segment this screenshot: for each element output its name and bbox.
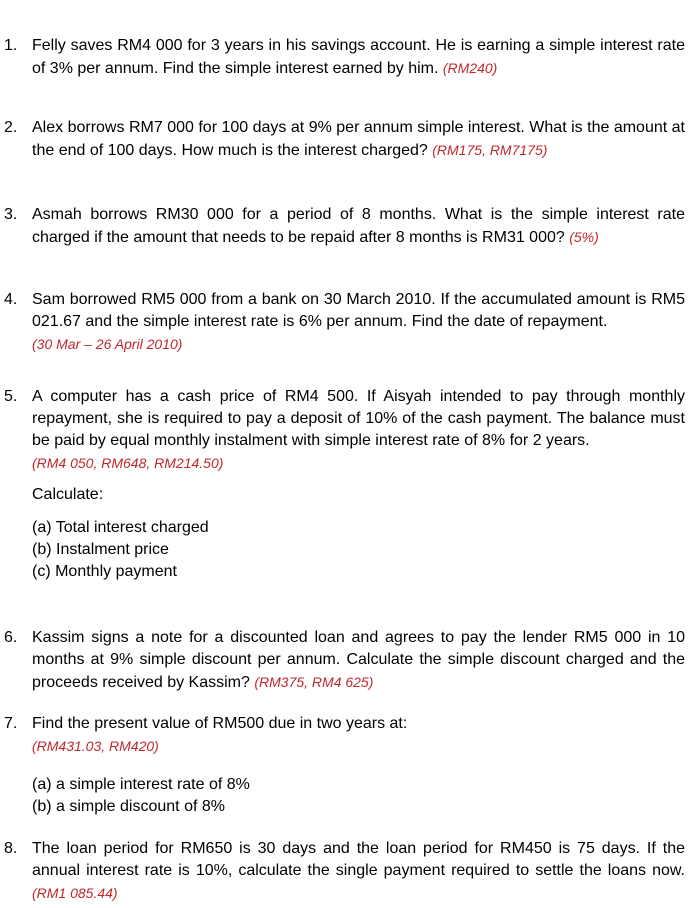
question-text: The loan period for RM650 is 30 days and the loan period for RM450 is 75 days. If the annual interest rate is 10%, calculate the single payment required to settle the loans now. bbox=[32, 840, 685, 879]
question-text: Asmah borrows RM30 000 for a period of 8 months. What is the simple interest rate charged if the amount that needs to be repaid after 8 months is RM31 000? bbox=[32, 206, 685, 246]
answer-key: (30 Mar – 26 April 2010) bbox=[32, 336, 183, 352]
question-number: 4. bbox=[4, 291, 18, 308]
question-body bbox=[32, 386, 685, 583]
answer-key: (RM1 085.44) bbox=[32, 885, 118, 901]
question-body bbox=[32, 35, 685, 80]
question-body bbox=[32, 117, 685, 162]
sub-question-a: (a) a simple interest rate of 8% bbox=[32, 776, 250, 793]
sub-question-b: (b) Instalment price bbox=[32, 541, 169, 558]
question-body bbox=[32, 204, 685, 249]
question-body bbox=[32, 838, 685, 905]
question-number: 2. bbox=[4, 119, 18, 136]
question-number: 6. bbox=[4, 629, 18, 646]
answer-key: (RM175, RM7175) bbox=[432, 142, 548, 158]
question-text: Kassim signs a note for a discounted loan and agrees to pay the lender RM5 000 in 10 months at 9% simple discount per annum. Calculate the simple discount charged and the proceeds received by Kassim? bbox=[32, 629, 685, 691]
question-number: 3. bbox=[4, 206, 18, 223]
question-number: 7. bbox=[4, 715, 18, 732]
answer-key: (RM240) bbox=[442, 60, 498, 76]
question-text: Find the present value of RM500 due in two years at: bbox=[32, 715, 408, 732]
question-number: 1. bbox=[4, 37, 18, 54]
question-text: Alex borrows RM7 000 for 100 days at 9% per annum simple interest. What is the amount at the end of 100 days. How much is the interest charged? bbox=[32, 119, 685, 159]
question-number: 5. bbox=[4, 388, 18, 405]
question-body bbox=[32, 713, 685, 818]
question-text: Sam borrowed RM5 000 from a bank on 30 March 2010. If the accumulated amount is RM5 021.67 and the simple interest rate is 6% per annum. Find the date of repayment. bbox=[32, 291, 685, 330]
calculate-prompt: Calculate: bbox=[32, 486, 104, 503]
question-body bbox=[32, 289, 685, 355]
answer-key: (RM375, RM4 625) bbox=[254, 674, 374, 690]
question-text: Felly saves RM4 000 for 3 years in his savings account. He is earning a simple interest rate of 3% per annum. Find the simple interest earned by him. bbox=[32, 37, 685, 77]
answer-key: (5%) bbox=[569, 229, 599, 245]
question-body bbox=[32, 627, 685, 694]
sub-question-a: (a) Total interest charged bbox=[32, 519, 209, 536]
question-number: 8. bbox=[4, 840, 18, 857]
sub-question-b: (b) a simple discount of 8% bbox=[32, 798, 225, 815]
sub-question-c: (c) Monthly payment bbox=[32, 563, 177, 580]
answer-key: (RM4 050, RM648, RM214.50) bbox=[32, 455, 224, 471]
answer-key: (RM431.03, RM420) bbox=[32, 738, 159, 754]
question-text: A computer has a cash price of RM4 500. If Aisyah intended to pay through monthly repayment, she is required to pay a deposit of 10% of the cash payment. The balance must be paid by equal monthly instalment with simple interest rate of 8% for 2 years. bbox=[32, 388, 685, 449]
